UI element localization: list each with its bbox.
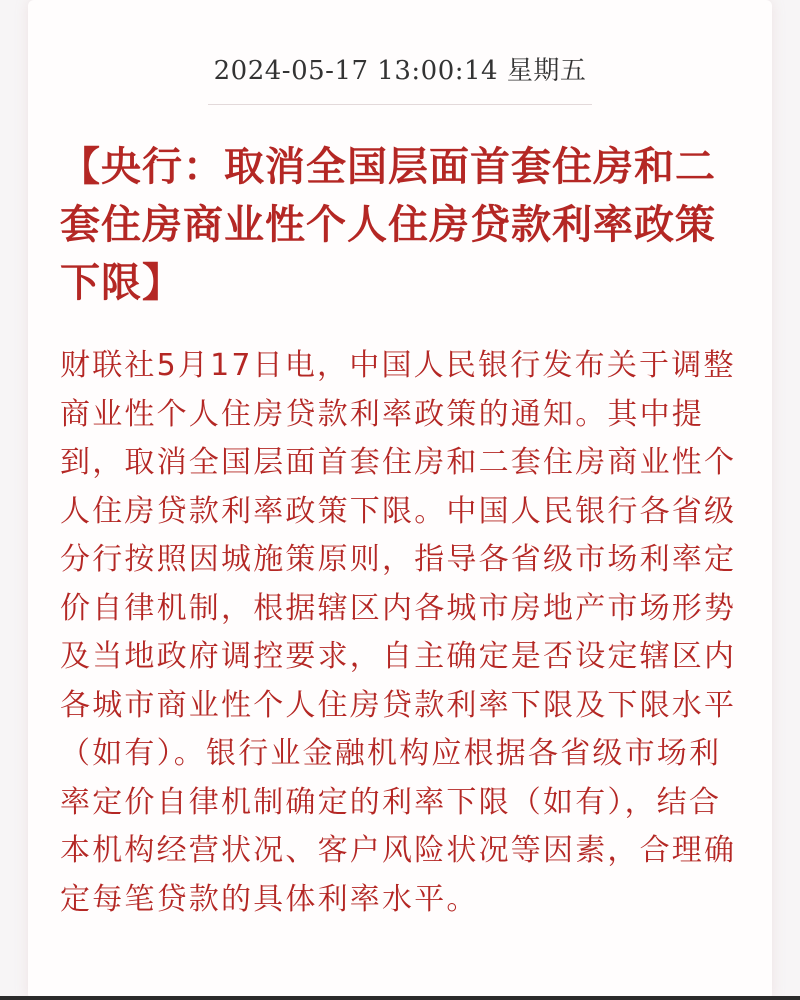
publish-datetime: 2024-05-17 13:00:14 星期五	[213, 56, 587, 86]
news-body: 财联社5月17日电，中国人民银行发布关于调整商业性个人住房贷款利率政策的通知。其中提到，取消全国层面首套住房和二套住房商业性个人住房贷款利率政策下限。中国人民银行各省级分行按照因城施策原则，指导各省级市场利率定价自律机制，根据辖区内各城市房地产市场形势及当地政府调控要求，自主确定是否设定辖区内各城市商业性个人住房贷款利率下限及下限水平（如有）。银行业金融机构应根据各省级市场利率定价自律机制确定的利率下限（如有），结合本机构经营状况、客户风险状况等因素，合理确定每笔贷款的具体利率水平。	[60, 348, 737, 917]
news-headline: 【央行：取消全国层面首套住房和二套住房商业性个人住房贷款利率政策下限】	[60, 144, 716, 306]
divider	[208, 104, 592, 105]
bottom-edge	[0, 996, 800, 1000]
